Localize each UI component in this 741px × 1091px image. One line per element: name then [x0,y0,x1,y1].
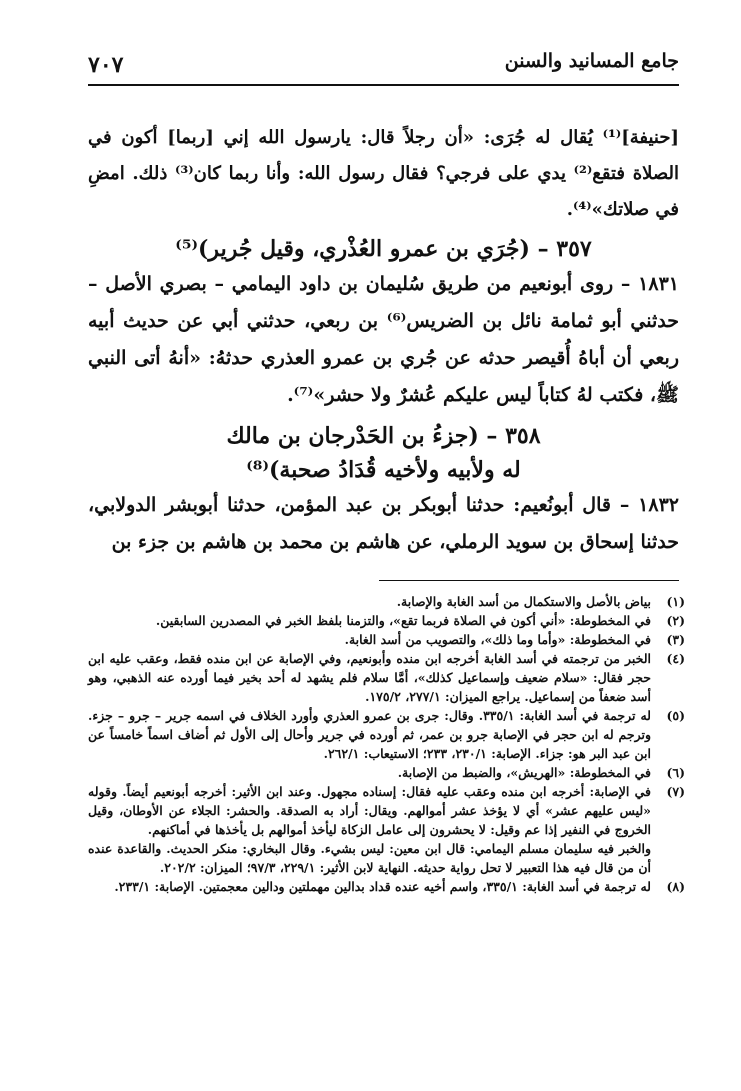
footnote-continuation: والخبر فيه سليمان مسلم اليمامي: قال ابن معين: ليس بشيء. وقال البخاري: منكر الحديث. والقاعدة عنده أن من قال فيه هذا التعبير لا تحل رواية حديثه. النهاية لابن الأثير: ٢٢٩/١، ٩٧/٣؛ الميزان: ٢٠٢/٢. [88,841,651,875]
footnote-rule [379,580,679,581]
footnote-number: (١) [666,594,685,609]
footnote [88,649,685,706]
section-heading-358-line1: ٣٥٨ – (جزءُ بن الحَدْرجان بن مالك [226,423,541,449]
running-title: جامع المسانيد والسنن [504,50,679,72]
footnote-number: (٤) [666,651,685,666]
page-header [88,44,679,84]
section-heading-358-line2: له ولأبيه ولأخيه قُدَادُ صحبة)⁽⁸⁾ [246,457,521,483]
footnote-text: بياض بالأصل والاستكمال من أسد الغابة والإصابة. [396,594,651,609]
footnote [88,763,685,782]
main-text [88,120,679,561]
section-heading-357: ٣٥٧ – (جُرَي بن عمرو العُذْري، وقيل جُرير)⁽⁵⁾ [175,236,592,262]
footnote-text: في المخطوطة: «وأما وما ذلك»، والتصويب من أسد الغابة. [344,632,651,647]
footnote [88,630,685,649]
footnote-number: (٢) [666,613,685,628]
footnote-number: (٥) [666,708,685,723]
footnote-text: في المخطوطة: «الهريش»، والضبط من الإصابة. [397,765,651,780]
hadith-1832: ١٨٣٢ – قال أبونُعيم: حدثنا أبوبكر بن عبد المؤمن، حدثنا أبوبشر الدولابي، حدثنا إسحاق بن سويد الرملي، عن هاشم بن محمد بن هاشم بن جزء بن [88,494,679,553]
header-rule [88,84,679,86]
footnote-number: (٣) [666,632,685,647]
footnote-text: له ترجمة في أسد الغابة: ٣٣٥/١. وقال: جرى بن عمرو العذري وأورد الخلاف في اسمه جرير – جرو – جزء. وترجم له ابن حجر في الإصابة جرو بن عمر، ثم أورده في جرير وأحال إلى الأول ثم أضاف اسماً خامساً عن ابن عبد البر هو: جزاء. الإصابة: ٢٣٠/١، ٢٣٣؛ الاستيعاب: ٢٦٢/١. [88,708,651,761]
hadith-1831: ١٨٣١ – روى أبونعيم من طريق سُليمان بن داود اليمامي – بصري الأصل – حدثني أبو ثمامة نائل بن الضريس⁽⁶⁾ بن ربعي، حدثني أبي عن حديث أبيه ربعي أن أباهُ أُقيصر حدثه عن جُري بن عمرو العذري حدثهُ: «أنهُ أتى النبي ﷺ، فكتب لهُ كتاباً ليس عليكم عُشرٌ ولا حشر»⁽⁷⁾. [88,273,679,406]
footnote-text: في الإصابة: أخرجه ابن منده وعقب عليه فقال: إسناده مجهول. وعند ابن الأثير: أخرجه أبونعيم أيضاً. وقوله «ليس عليهم عشر» أي لا يؤخذ عشر أموالهم. ويقال: أراد به الصدقة. والحشر: الجلاء عن الأوطان، وقيل الخروج في النفير إذا عم وقيل: لا يحشرون إلى عامل الزكاة ليأخذ أموالهم بل يأخذها في أماكنهم. [88,784,651,837]
footnote [88,706,685,763]
footnote-text: في المخطوطة: «أني أكون في الصلاة فربما تقع»، والتزمنا بلفظ الخبر في المصدرين السابقين. [155,613,651,628]
footnote [88,592,685,611]
footnote-text: له ترجمة في أسد الغابة: ٣٣٥/١، واسم أخيه عنده قداد بدالين مهملتين ودالين معجمتين. الإصابة: ٢٣٣/١. [114,879,651,894]
page-number: ٧٠٧ [88,52,124,78]
footnote [88,611,685,630]
footnote-number: (٨) [666,879,685,894]
footnote [88,782,685,839]
footnote [88,877,685,896]
footnote-number: (٦) [666,765,685,780]
paragraph-continuation: [حنيفة]⁽¹⁾ يُقال له جُرَى: «أن رجلاً قال: يارسول الله إني [ربما] أكون في الصلاة فتقع⁽²⁾ يدي على فرجي؟ فقال رسول الله: وأنا ربما كان⁽³⁾ ذلك. امضِ في صلاتك»⁽⁴⁾. [88,127,679,220]
footnote-text: الخبر من ترجمته في أسد الغابة أخرجه ابن منده وأبونعيم، وفي الإصابة عن ابن منده فقط، وعقب عليه ابن حجر فقال: «سلام ضعيف وإسماعيل كذلك»، أمَّا سلام فلم يشهد له أحد بخير فيما أورده عنه الذهبي، وهو أسد ضعفاً من إسماعيل. يراجع الميزان: ٢٧٧/١، ١٧٥/٢. [88,651,651,704]
footnote-number: (٧) [666,784,685,799]
footnotes [88,592,685,896]
